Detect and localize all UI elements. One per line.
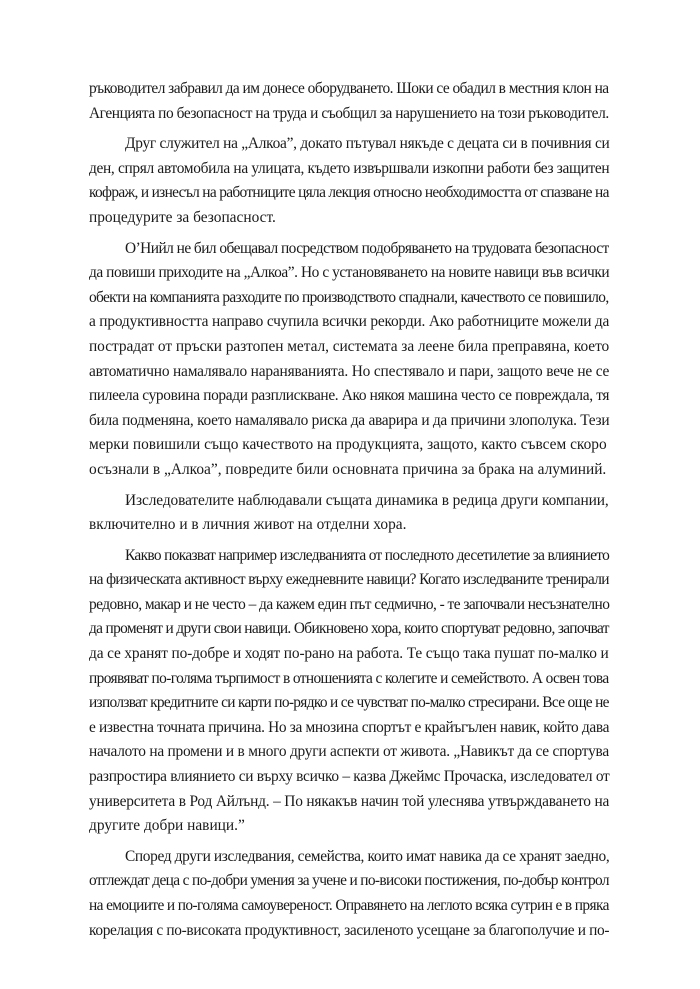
text-line: е известна точната причина. Но за мнозина спортът е крайъгълен навик, който дава	[89, 718, 610, 736]
text-line: обекти на компанията разходите по производството спаднали, качеството се повишило,	[89, 288, 609, 306]
text-line: да се хранят по-добре и ходят по-рано на работа. Те също така пушат по-малко и	[89, 645, 609, 663]
text-line: на емоциите и по-голяма самоувереност. Оправянето на леглото всяка сутрин е в пряка	[89, 897, 609, 914]
text-line: на физическата активност върху ежедневните навици? Когато изследваните тренирали	[89, 571, 609, 589]
text-line: а продуктивността направо счупила всички рекорди. Ако работниците можели да	[89, 313, 610, 331]
body-text	[89, 77, 609, 943]
text-line: разпростира влиянието си върху всичко – казва Джеймс Прочаска, изследовател от	[89, 768, 610, 786]
text-line: кофраж, и изнесъл на работниците цяла лекция относно необходимостта от спазване на	[89, 184, 609, 202]
paragraph	[89, 845, 609, 943]
text-line: проявяват по-голяма търпимост в отношенията с колегите и семейството. А освен това	[89, 669, 609, 687]
text-line: ден, спрял автомобила на улицата, където извършвали изкопни работи без защитен	[89, 159, 610, 177]
paragraph	[89, 544, 609, 839]
text-line: корелация с по-високата продуктивност, засиленото усещане за благополучие и по-	[89, 921, 610, 939]
text-line: автоматично намалявало нараняванията. Но спестявало и пари, защото вече не се	[89, 362, 610, 380]
text-line: другите добри навици.”	[89, 817, 245, 835]
paragraph	[89, 77, 609, 126]
text-line: била подменяна, което намалявало риска да аварира и да причини злополука. Тези	[89, 411, 610, 429]
text-line: Друг служител на „Алкоа”, докато пътувал някъде с децата си в почивния си	[125, 135, 610, 153]
text-line: процедурите за безопасност.	[89, 208, 276, 226]
text-line: пострадат от пръски разтопен метал, системата за леене била преправяна, което	[89, 337, 610, 355]
paragraph	[89, 132, 609, 230]
paragraph	[89, 237, 609, 483]
text-line: университета в Род Айлънд. – По някакъв начин той улеснява утвърждаването на	[89, 792, 610, 810]
text-line: включително и в личния живот на отделни хора.	[89, 516, 407, 534]
text-line: осъзнали в „Алкоа”, повредите били основната причина за брака на алуминий.	[89, 460, 607, 478]
text-line: Агенцията по безопасност на труда и съобщил за нарушението на този ръководител.	[89, 104, 609, 122]
text-line: О’Нийл не бил обещавал посредством подобряването на трудовата безопасност	[125, 239, 609, 257]
text-line: Според други изследвания, семейства, които имат навика да се хранят заедно,	[125, 847, 610, 865]
text-line: началото на промени и в много други аспекти от живота. „Навикът да се спортува	[89, 743, 609, 761]
text-line: използват кредитните си карти по-рядко и се чувстват по-малко стресирани. Все още не	[89, 694, 609, 712]
text-line: мерки повишили също качеството на продукцията, защото, както съвсем скоро	[89, 436, 607, 454]
text-line: Какво показват например изследванията от последното десетилетие за влиянието	[125, 546, 610, 564]
text-line: да повиши приходите на „Алкоа”. Но с установяването на новите навици във всички	[89, 264, 610, 282]
text-line: пилеела суровина поради разплискване. Ако някоя машина често се повреждала, тя	[89, 387, 610, 405]
text-line: отглеждат деца с по-добри умения за учене и по-високи постижения, по-добър контрол	[89, 872, 609, 890]
text-line: Изследователите наблюдавали същата динамика в редица други компании,	[125, 491, 609, 509]
text-line: да променят и други свои навици. Обикновено хора, които спортуват редовно, започват	[89, 620, 609, 638]
paragraph	[89, 489, 609, 538]
text-line: редовно, макар и не често – да кажем един път седмично, - те започвали несъзнателно	[89, 595, 610, 613]
text-line: ръководител забравил да им донесе оборудването. Шоки се обадил в местния клон на	[89, 80, 609, 97]
